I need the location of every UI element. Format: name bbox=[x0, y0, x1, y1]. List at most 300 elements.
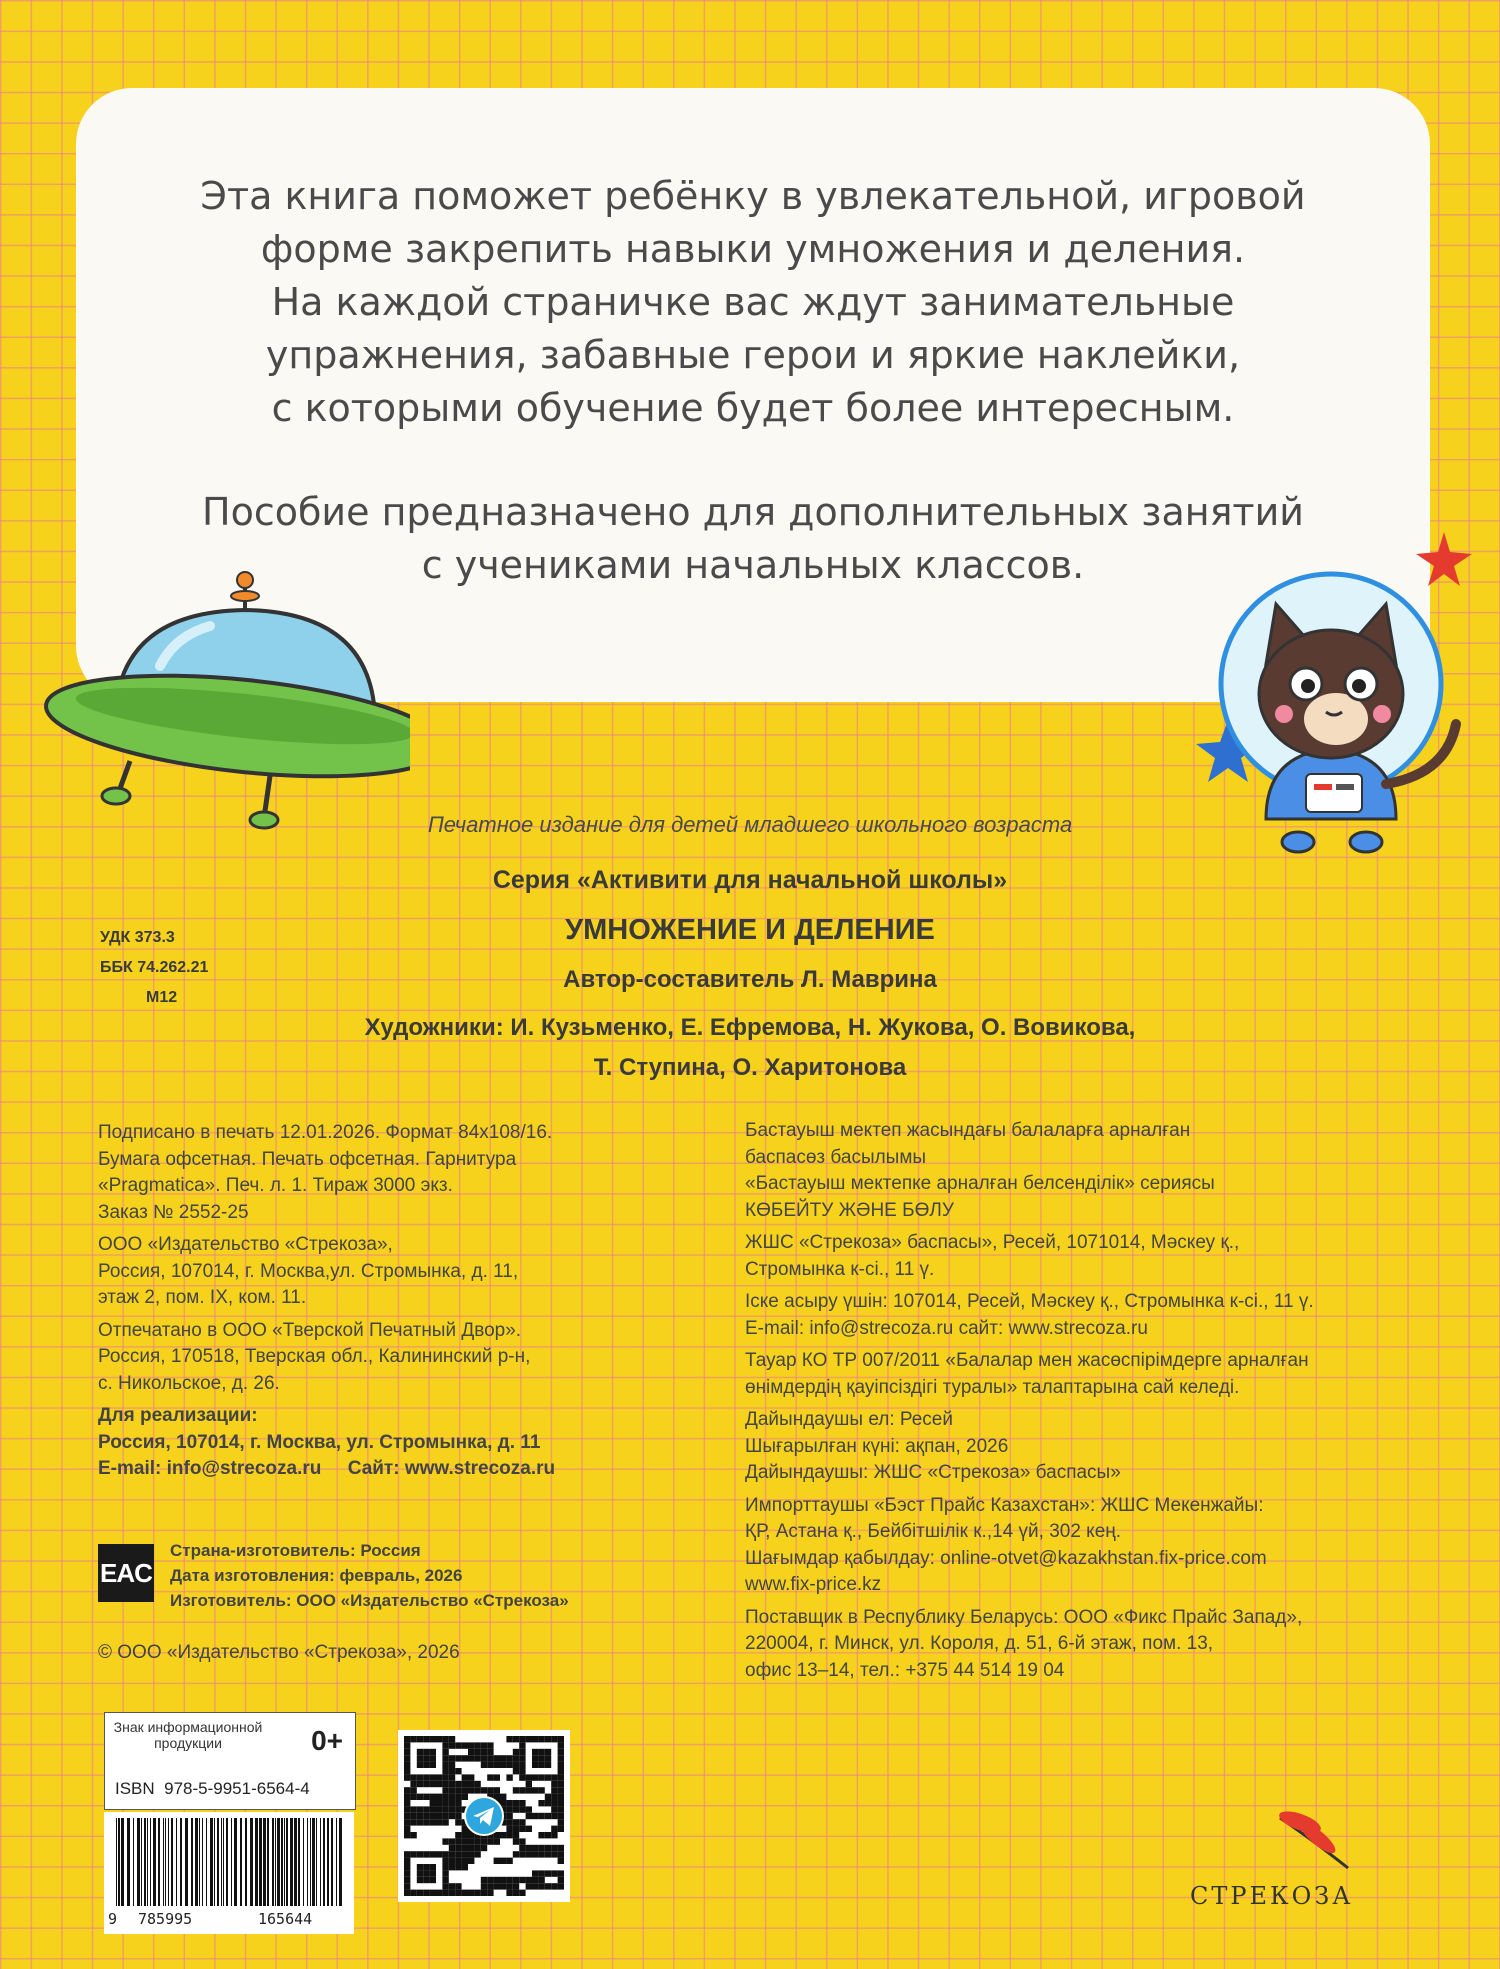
qr-module bbox=[513, 1755, 519, 1761]
qr-module bbox=[551, 1826, 557, 1832]
qr-module bbox=[513, 1832, 519, 1838]
barcode-bar bbox=[185, 1818, 188, 1906]
qr-module bbox=[423, 1813, 429, 1819]
qr-module bbox=[481, 1749, 487, 1755]
qr-module bbox=[481, 1877, 487, 1883]
isbn-box bbox=[104, 1712, 356, 1810]
barcode-bar bbox=[323, 1818, 325, 1906]
qr-module bbox=[474, 1838, 480, 1844]
udk-code: УДК 373.3 bbox=[100, 929, 175, 946]
telegram-icon bbox=[464, 1796, 504, 1836]
qr-module bbox=[558, 1883, 564, 1889]
qr-module bbox=[500, 1883, 506, 1889]
qr-module bbox=[449, 1742, 455, 1748]
publisher-logo-text: СТРЕКОЗА bbox=[1190, 1882, 1354, 1910]
qr-module bbox=[442, 1768, 448, 1774]
qr-module bbox=[404, 1877, 410, 1883]
qr-module bbox=[449, 1755, 455, 1761]
text-line: Импорттаушы «Бэст Прайс Казахстан»: ЖШС Мекенжайы: bbox=[745, 1494, 1264, 1516]
author-mark: М12 bbox=[146, 989, 178, 1006]
qr-module bbox=[455, 1890, 461, 1896]
qr-module bbox=[462, 1890, 468, 1896]
qr-module bbox=[558, 1742, 564, 1748]
qr-module bbox=[449, 1864, 455, 1870]
qr-module bbox=[500, 1877, 506, 1883]
qr-module bbox=[404, 1864, 410, 1870]
qr-module bbox=[455, 1813, 461, 1819]
qr-module bbox=[474, 1787, 480, 1793]
qr-module bbox=[538, 1845, 544, 1851]
qr-module bbox=[526, 1787, 532, 1793]
qr-module bbox=[545, 1870, 551, 1876]
qr-module bbox=[417, 1794, 423, 1800]
text-line: Бумага офсетная. Печать офсетная. Гарнитура bbox=[98, 1148, 517, 1170]
qr-module bbox=[558, 1813, 564, 1819]
qr-module bbox=[558, 1819, 564, 1825]
qr-module bbox=[532, 1813, 538, 1819]
qr-module bbox=[538, 1813, 544, 1819]
qr-module bbox=[545, 1851, 551, 1857]
qr-module bbox=[430, 1877, 436, 1883]
qr-module bbox=[423, 1864, 429, 1870]
artists-block bbox=[0, 1008, 1500, 1088]
barcode-bar bbox=[234, 1818, 237, 1906]
qr-module bbox=[417, 1749, 423, 1755]
qr-module bbox=[430, 1781, 436, 1787]
qr-module bbox=[487, 1762, 493, 1768]
qr-module bbox=[404, 1883, 410, 1889]
qr-module bbox=[455, 1883, 461, 1889]
qr-module bbox=[545, 1749, 551, 1755]
qr-module bbox=[449, 1890, 455, 1896]
barcode-bar bbox=[195, 1818, 198, 1906]
qr-module bbox=[519, 1749, 525, 1755]
qr-module bbox=[526, 1883, 532, 1889]
qr-module bbox=[430, 1864, 436, 1870]
qr-module bbox=[487, 1755, 493, 1761]
qr-module bbox=[487, 1774, 493, 1780]
qr-module bbox=[455, 1781, 461, 1787]
qr-module bbox=[494, 1858, 500, 1864]
qr-module bbox=[423, 1870, 429, 1876]
qr-module bbox=[442, 1781, 448, 1787]
qr-module bbox=[519, 1774, 525, 1780]
qr-module bbox=[404, 1800, 410, 1806]
barcode-bar bbox=[245, 1818, 247, 1906]
qr-module bbox=[468, 1774, 474, 1780]
copyright: © ООО «Издательство «Стрекоза», 2026 bbox=[98, 1642, 460, 1663]
qr-module bbox=[442, 1742, 448, 1748]
qr-module bbox=[410, 1781, 416, 1787]
qr-module bbox=[558, 1851, 564, 1857]
qr-module bbox=[558, 1774, 564, 1780]
qr-module bbox=[455, 1819, 461, 1825]
qr-module bbox=[442, 1736, 448, 1742]
qr-module bbox=[551, 1883, 557, 1889]
qr-module bbox=[506, 1736, 512, 1742]
kz-address bbox=[745, 1289, 1465, 1342]
qr-module bbox=[526, 1826, 532, 1832]
qr-module bbox=[442, 1838, 448, 1844]
intro-line: с которыми обучение будет более интересным. bbox=[271, 386, 1235, 430]
qr-module bbox=[449, 1794, 455, 1800]
qr-module bbox=[442, 1890, 448, 1896]
qr-module bbox=[417, 1762, 423, 1768]
qr-module bbox=[532, 1774, 538, 1780]
barcode-bar bbox=[286, 1818, 288, 1906]
qr-module bbox=[462, 1838, 468, 1844]
intro-paragraph bbox=[76, 170, 1430, 435]
qr-module bbox=[468, 1851, 474, 1857]
qr-module bbox=[423, 1736, 429, 1742]
qr-module bbox=[404, 1806, 410, 1812]
qr-module bbox=[423, 1806, 429, 1812]
qr-module bbox=[551, 1736, 557, 1742]
qr-module bbox=[538, 1755, 544, 1761]
barcode-bar bbox=[316, 1818, 317, 1906]
barcode-right-digits: 165644 bbox=[258, 1910, 313, 1928]
qr-module bbox=[404, 1794, 410, 1800]
qr-module bbox=[494, 1787, 500, 1793]
qr-module bbox=[538, 1832, 544, 1838]
qr-module bbox=[500, 1858, 506, 1864]
barcode-bar bbox=[312, 1818, 315, 1906]
qr-module bbox=[423, 1851, 429, 1857]
qr-module bbox=[404, 1736, 410, 1742]
qr-module bbox=[551, 1806, 557, 1812]
qr-module bbox=[449, 1787, 455, 1793]
qr-module bbox=[506, 1826, 512, 1832]
qr-module bbox=[449, 1858, 455, 1864]
qr-module bbox=[410, 1736, 416, 1742]
qr-module bbox=[404, 1826, 410, 1832]
cat-astronaut-illustration bbox=[1186, 524, 1476, 854]
qr-module bbox=[404, 1851, 410, 1857]
qr-module bbox=[494, 1755, 500, 1761]
qr-module bbox=[404, 1755, 410, 1761]
qr-module bbox=[404, 1819, 410, 1825]
barcode-bar bbox=[176, 1818, 177, 1906]
qr-module bbox=[442, 1858, 448, 1864]
qr-module bbox=[430, 1851, 436, 1857]
qr-module bbox=[506, 1877, 512, 1883]
qr-module bbox=[430, 1890, 436, 1896]
eac-logo: EAC bbox=[98, 1544, 154, 1602]
dragonfly-icon bbox=[1270, 1808, 1360, 1878]
text-line: КӨБЕЙТУ ЖӘНЕ БӨЛУ bbox=[745, 1199, 954, 1221]
qr-module bbox=[436, 1800, 442, 1806]
text-line: баспасөз басылымы bbox=[745, 1146, 927, 1168]
barcode-bar bbox=[250, 1818, 253, 1906]
qr-module bbox=[455, 1858, 461, 1864]
qr-module bbox=[519, 1819, 525, 1825]
qr-module bbox=[532, 1877, 538, 1883]
text-line: Отпечатано в ООО «Тверской Печатный Двор». bbox=[98, 1319, 522, 1341]
qr-module bbox=[423, 1890, 429, 1896]
qr-module bbox=[551, 1794, 557, 1800]
qr-module bbox=[430, 1800, 436, 1806]
barcode-bar bbox=[331, 1818, 333, 1906]
qr-module bbox=[449, 1800, 455, 1806]
qr-module bbox=[410, 1851, 416, 1857]
barcode-bar bbox=[275, 1818, 276, 1906]
qr-module bbox=[538, 1883, 544, 1889]
qr-module bbox=[423, 1774, 429, 1780]
qr-module bbox=[519, 1890, 525, 1896]
qr-module bbox=[442, 1883, 448, 1889]
qr-module bbox=[442, 1851, 448, 1857]
qr-module bbox=[468, 1890, 474, 1896]
qr-module bbox=[455, 1755, 461, 1761]
qr-module bbox=[545, 1832, 551, 1838]
text-line: E-mail: info@strecoza.ru Сайт: www.strecoza.ru bbox=[98, 1458, 556, 1479]
qr-module bbox=[506, 1813, 512, 1819]
barcode-bar bbox=[336, 1818, 337, 1906]
barcode-bar bbox=[210, 1818, 213, 1906]
qr-module bbox=[474, 1890, 480, 1896]
barcode-bar bbox=[141, 1818, 142, 1906]
qr-module bbox=[519, 1762, 525, 1768]
text-line: с. Никольское, д. 26. bbox=[98, 1372, 280, 1394]
qr-module bbox=[404, 1813, 410, 1819]
qr-module bbox=[417, 1806, 423, 1812]
qr-module bbox=[513, 1768, 519, 1774]
barcode-bar bbox=[202, 1818, 203, 1906]
text-line: Россия, 170518, Тверская обл., Калининский р-н, bbox=[98, 1346, 531, 1367]
barcode-bar bbox=[118, 1818, 120, 1906]
qr-module bbox=[513, 1787, 519, 1793]
qr-module bbox=[462, 1774, 468, 1780]
qr-module bbox=[430, 1819, 436, 1825]
barcode-digits bbox=[108, 1910, 350, 1928]
qr-module bbox=[404, 1832, 410, 1838]
qr-module bbox=[532, 1845, 538, 1851]
barcode-bar bbox=[206, 1818, 207, 1906]
qr-module bbox=[423, 1877, 429, 1883]
qr-module bbox=[417, 1870, 423, 1876]
barcode-bar bbox=[231, 1818, 232, 1906]
imprint-subtitle: Печатное издание для детей младшего школьного возраста bbox=[427, 812, 1073, 837]
barcode-bar bbox=[281, 1818, 283, 1906]
qr-module bbox=[449, 1845, 455, 1851]
barcode-bar bbox=[217, 1818, 219, 1906]
age-rating: 0+ bbox=[311, 1725, 343, 1756]
qr-module bbox=[455, 1806, 461, 1812]
qr-module bbox=[474, 1851, 480, 1857]
qr-module bbox=[506, 1800, 512, 1806]
qr-module bbox=[513, 1762, 519, 1768]
qr-module bbox=[442, 1813, 448, 1819]
qr-module bbox=[545, 1883, 551, 1889]
qr-module bbox=[526, 1845, 532, 1851]
qr-module bbox=[449, 1774, 455, 1780]
qr-module bbox=[513, 1851, 519, 1857]
qr-module bbox=[474, 1749, 480, 1755]
qr-module bbox=[545, 1845, 551, 1851]
qr-module bbox=[545, 1762, 551, 1768]
qr-module bbox=[526, 1781, 532, 1787]
barcode-bar bbox=[255, 1818, 258, 1906]
qr-module bbox=[538, 1736, 544, 1742]
qr-module bbox=[423, 1819, 429, 1825]
qr-module bbox=[538, 1851, 544, 1857]
qr-module bbox=[417, 1813, 423, 1819]
qr-module bbox=[532, 1736, 538, 1742]
barcode-bar bbox=[307, 1818, 308, 1906]
qr-module bbox=[417, 1755, 423, 1761]
qr-module bbox=[410, 1794, 416, 1800]
qr-module bbox=[506, 1890, 512, 1896]
qr-module bbox=[532, 1870, 538, 1876]
qr-module bbox=[423, 1762, 429, 1768]
qr-module bbox=[404, 1742, 410, 1748]
qr-module bbox=[468, 1787, 474, 1793]
qr-module bbox=[442, 1774, 448, 1780]
qr-module bbox=[462, 1742, 468, 1748]
qr-module bbox=[455, 1768, 461, 1774]
qr-module bbox=[519, 1851, 525, 1857]
qr-module bbox=[551, 1774, 557, 1780]
qr-module bbox=[526, 1774, 532, 1780]
text-line: Іске асыру үшін: 107014, Ресей, Мәскеу қ., Стромынка к-сі., 11 ү. bbox=[745, 1291, 1314, 1312]
qr-module bbox=[506, 1819, 512, 1825]
qr-module bbox=[423, 1749, 429, 1755]
qr-module bbox=[551, 1845, 557, 1851]
qr-module bbox=[481, 1755, 487, 1761]
qr-module bbox=[474, 1742, 480, 1748]
qr-module bbox=[551, 1781, 557, 1787]
qr-module bbox=[404, 1768, 410, 1774]
qr-module bbox=[449, 1736, 455, 1742]
qr-module bbox=[417, 1877, 423, 1883]
qr-module bbox=[449, 1768, 455, 1774]
qr-module bbox=[430, 1762, 436, 1768]
qr-module bbox=[436, 1774, 442, 1780]
text-line: Для реализации: bbox=[98, 1405, 258, 1426]
qr-module bbox=[449, 1781, 455, 1787]
qr-module bbox=[551, 1787, 557, 1793]
qr-module bbox=[442, 1870, 448, 1876]
text-line: E-mail: info@strecoza.ru сайт: www.strecoza.ru bbox=[745, 1317, 1148, 1339]
qr-module bbox=[417, 1864, 423, 1870]
qr-module bbox=[526, 1736, 532, 1742]
qr-module bbox=[532, 1755, 538, 1761]
author-line: Автор-составитель Л. Маврина bbox=[563, 966, 937, 993]
qr-module bbox=[513, 1736, 519, 1742]
left-column bbox=[98, 1120, 658, 1489]
qr-module bbox=[417, 1890, 423, 1896]
qr-module bbox=[468, 1845, 474, 1851]
barcode-bar bbox=[294, 1818, 297, 1906]
qr-module bbox=[404, 1787, 410, 1793]
qr-module bbox=[449, 1813, 455, 1819]
kz-importer bbox=[745, 1493, 1465, 1599]
qr-module bbox=[436, 1819, 442, 1825]
qr-module bbox=[538, 1787, 544, 1793]
qr-module bbox=[455, 1845, 461, 1851]
qr-module bbox=[494, 1774, 500, 1780]
text-line: Подписано в печать 12.01.2026. Формат 84х108/16. bbox=[98, 1122, 553, 1143]
eac-text bbox=[170, 1538, 569, 1613]
qr-module bbox=[449, 1851, 455, 1857]
text-line: Заказ № 2552-25 bbox=[98, 1201, 249, 1223]
qr-module bbox=[410, 1890, 416, 1896]
barcode-bar bbox=[310, 1818, 311, 1906]
qr-module bbox=[519, 1787, 525, 1793]
qr-module bbox=[436, 1806, 442, 1812]
qr-module bbox=[417, 1819, 423, 1825]
sales-info bbox=[98, 1403, 658, 1483]
qr-module bbox=[487, 1787, 493, 1793]
barcode-bar bbox=[191, 1818, 193, 1906]
barcode-bar bbox=[163, 1818, 164, 1906]
qr-module bbox=[423, 1781, 429, 1787]
barcode-bar bbox=[221, 1818, 222, 1906]
text-line: Россия, 107014, г. Москва, ул. Стромынка, д. 11 bbox=[98, 1431, 541, 1453]
text-line: Стромынка к-сі., 11 ү. bbox=[745, 1258, 935, 1280]
qr-module bbox=[481, 1742, 487, 1748]
isbn: ISBN 978-5-9951-6564-4 bbox=[115, 1779, 310, 1798]
qr-module bbox=[481, 1883, 487, 1889]
qr-module bbox=[500, 1755, 506, 1761]
qr-module bbox=[449, 1883, 455, 1889]
qr-module bbox=[513, 1800, 519, 1806]
qr-module bbox=[506, 1858, 512, 1864]
qr-module bbox=[404, 1858, 410, 1864]
text-line: «Бастауыш мектепке арналған белсенділік» сериясы bbox=[745, 1173, 1215, 1194]
qr-module bbox=[494, 1838, 500, 1844]
qr-module bbox=[436, 1813, 442, 1819]
qr-module bbox=[417, 1736, 423, 1742]
qr-module bbox=[462, 1864, 468, 1870]
text-line: Дата изготовления: февраль, 2026 bbox=[170, 1566, 463, 1585]
barcode-bar bbox=[116, 1818, 117, 1906]
barcode-bar bbox=[277, 1818, 280, 1906]
qr-module bbox=[558, 1845, 564, 1851]
qr-module bbox=[545, 1800, 551, 1806]
qr-module bbox=[551, 1851, 557, 1857]
qr-module bbox=[417, 1851, 423, 1857]
qr-module bbox=[487, 1877, 493, 1883]
qr-module bbox=[468, 1838, 474, 1844]
qr-module bbox=[487, 1890, 493, 1896]
barcode-bar bbox=[339, 1818, 342, 1906]
qr-module bbox=[442, 1762, 448, 1768]
text-line: этаж 2, пом. IX, ком. 11. bbox=[98, 1287, 307, 1308]
qr-module bbox=[487, 1749, 493, 1755]
qr-module bbox=[532, 1851, 538, 1857]
qr-module bbox=[436, 1890, 442, 1896]
qr-module bbox=[417, 1774, 423, 1780]
text-line: «Pragmatica». Печ. л. 1. Тираж 3000 экз. bbox=[98, 1175, 453, 1196]
qr-module bbox=[513, 1877, 519, 1883]
qr-module bbox=[513, 1890, 519, 1896]
text-line: өнімдердің қауіпсіздігі туралы» талаптарына сай келеді. bbox=[745, 1376, 1240, 1398]
barcode-bar bbox=[144, 1818, 146, 1906]
qr-module bbox=[442, 1749, 448, 1755]
qr-module bbox=[430, 1794, 436, 1800]
qr-module bbox=[462, 1858, 468, 1864]
qr-module bbox=[462, 1845, 468, 1851]
qr-module bbox=[538, 1870, 544, 1876]
qr-module bbox=[430, 1755, 436, 1761]
qr-module bbox=[519, 1845, 525, 1851]
barcode-bar bbox=[327, 1818, 329, 1906]
qr-module bbox=[430, 1813, 436, 1819]
artists-line: Т. Ступина, О. Харитонова bbox=[593, 1054, 907, 1081]
qr-module bbox=[519, 1806, 525, 1812]
qr-module bbox=[404, 1890, 410, 1896]
